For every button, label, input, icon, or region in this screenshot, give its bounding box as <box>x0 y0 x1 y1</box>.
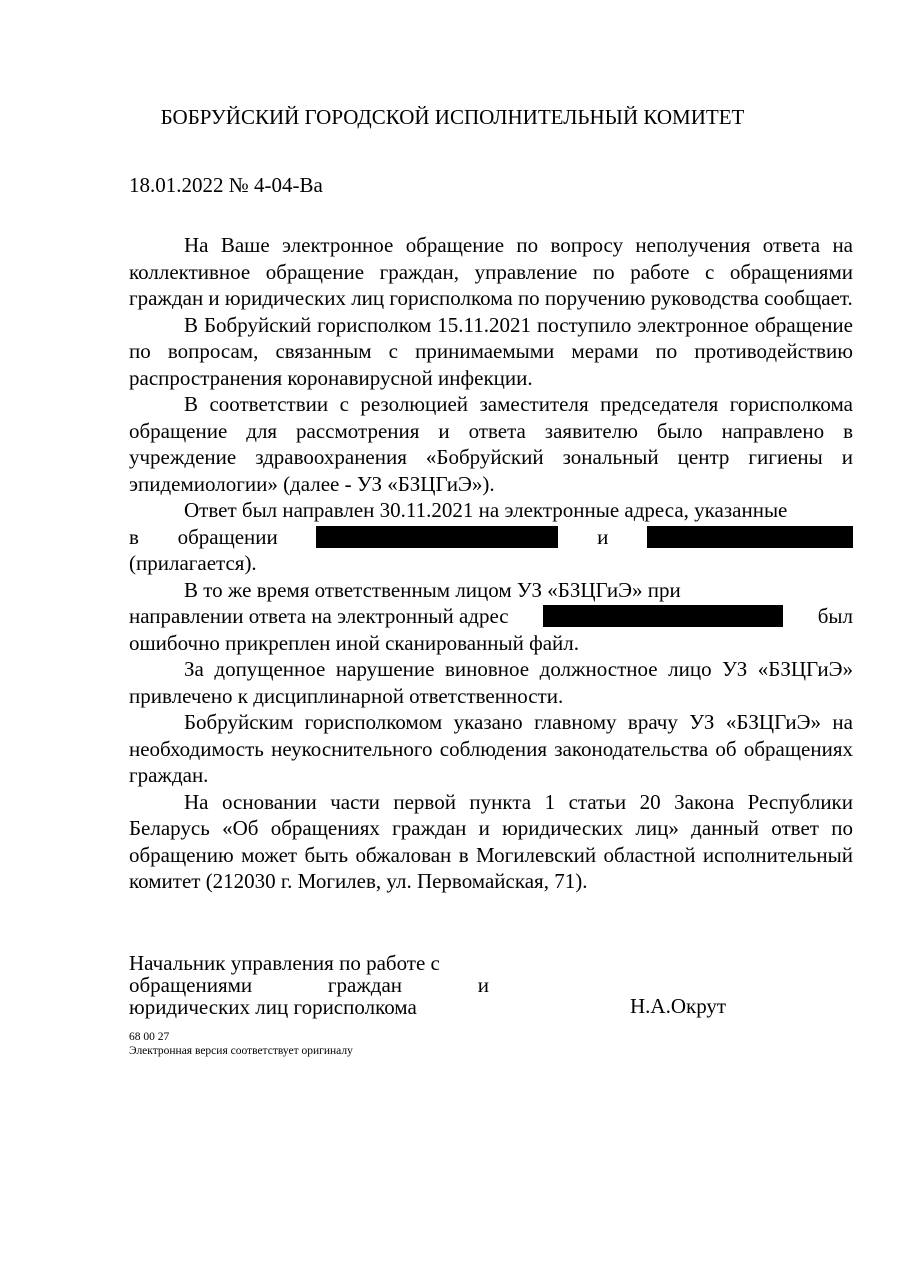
paragraph-5-tail: ошибочно прикреплен иной сканированный файл. <box>129 630 580 655</box>
signatory-name: Н.А.Окрут <box>630 994 727 1018</box>
signatory-line-1: Начальник управления по работе с <box>129 951 440 975</box>
signatory-word-2: граждан <box>327 973 403 997</box>
paragraph-4 <box>129 497 853 577</box>
paragraph-3: В соответствии с резолюцией заместителя председателя горисполкома обращение для рассмотрения и ответа заявителю было направлено в учреждение здравоохранения «Бобруйский зональный центр гигиены и эпидемиологии» (далее - УЗ «БЗЦГиЭ»). <box>129 392 853 496</box>
letter-body <box>129 232 853 895</box>
redacted-email-3 <box>543 605 783 627</box>
paragraph-1: На Ваше электронное обращение по вопросу неполучения ответа на коллективное обращение граждан, управление по работе с обращениями граждан и юридических лиц горисполкома по поручению руководства сообщает. <box>129 233 853 310</box>
signatory-word-1: обращениями <box>129 973 253 997</box>
word-in: в <box>129 524 139 549</box>
redacted-email-2 <box>647 526 853 548</box>
redacted-email-1 <box>316 526 558 548</box>
signatory-position <box>129 952 489 1018</box>
paragraph-5-line-2 <box>129 603 853 630</box>
word-and: и <box>597 524 609 549</box>
paragraph-8: На основании части первой пункта 1 статьи 20 Закона Республики Беларусь «Об обращениях граждан и юридических лиц» данный ответ по обращению может быть обжалован в Могилевский областной исполнительный комитет (212030 г. Могилев, ул. Первомайская, 71). <box>129 789 853 893</box>
paragraph-4-tail: (прилагается). <box>129 551 257 575</box>
word-request: обращении <box>177 524 278 549</box>
paragraph-4-line-1: Ответ был направлен 30.11.2021 на электронные адреса, указанные <box>184 498 788 522</box>
organization-title: БОБРУЙСКИЙ ГОРОДСКОЙ ИСПОЛНИТЕЛЬНЫЙ КОМИТЕТ <box>160 105 745 129</box>
paragraph-7: Бобруйским горисполкомом указано главному врачу УЗ «БЗЦГиЭ» на необходимость неукоснительного соблюдения законодательства об обращениях граждан. <box>129 710 853 787</box>
footer-note: Электронная версия соответствует оригиналу <box>129 1045 353 1057</box>
signatory-word-3: и <box>477 973 489 997</box>
footer <box>129 1030 353 1058</box>
paragraph-6: За допущенное нарушение виновное должностное лицо УЗ «БЗЦГиЭ» привлечено к дисциплинарной ответственности. <box>129 657 853 708</box>
signatory-line-2 <box>129 974 489 996</box>
paragraph-2: В Бобруйский горисполком 15.11.2021 поступило электронное обращение по вопросам, связанным с принимаемыми мерами по противодействию распространения коронавирусной инфекции. <box>129 312 853 390</box>
signatory-line-3: юридических лиц горисполкома <box>129 995 417 1019</box>
paragraph-5-line-1: В то же время ответственным лицом УЗ «БЗЦГиЭ» при <box>184 577 681 602</box>
paragraph-5-line-2-start: направлении ответа на электронный адрес <box>129 604 509 628</box>
registration-number: 18.01.2022 № 4-04-Ва <box>129 173 323 197</box>
paragraph-5-line-2-end: был <box>817 604 853 628</box>
footer-phone: 68 00 27 <box>129 1031 170 1043</box>
paragraph-5 <box>129 577 853 657</box>
paragraph-4-line-2 <box>129 524 853 551</box>
